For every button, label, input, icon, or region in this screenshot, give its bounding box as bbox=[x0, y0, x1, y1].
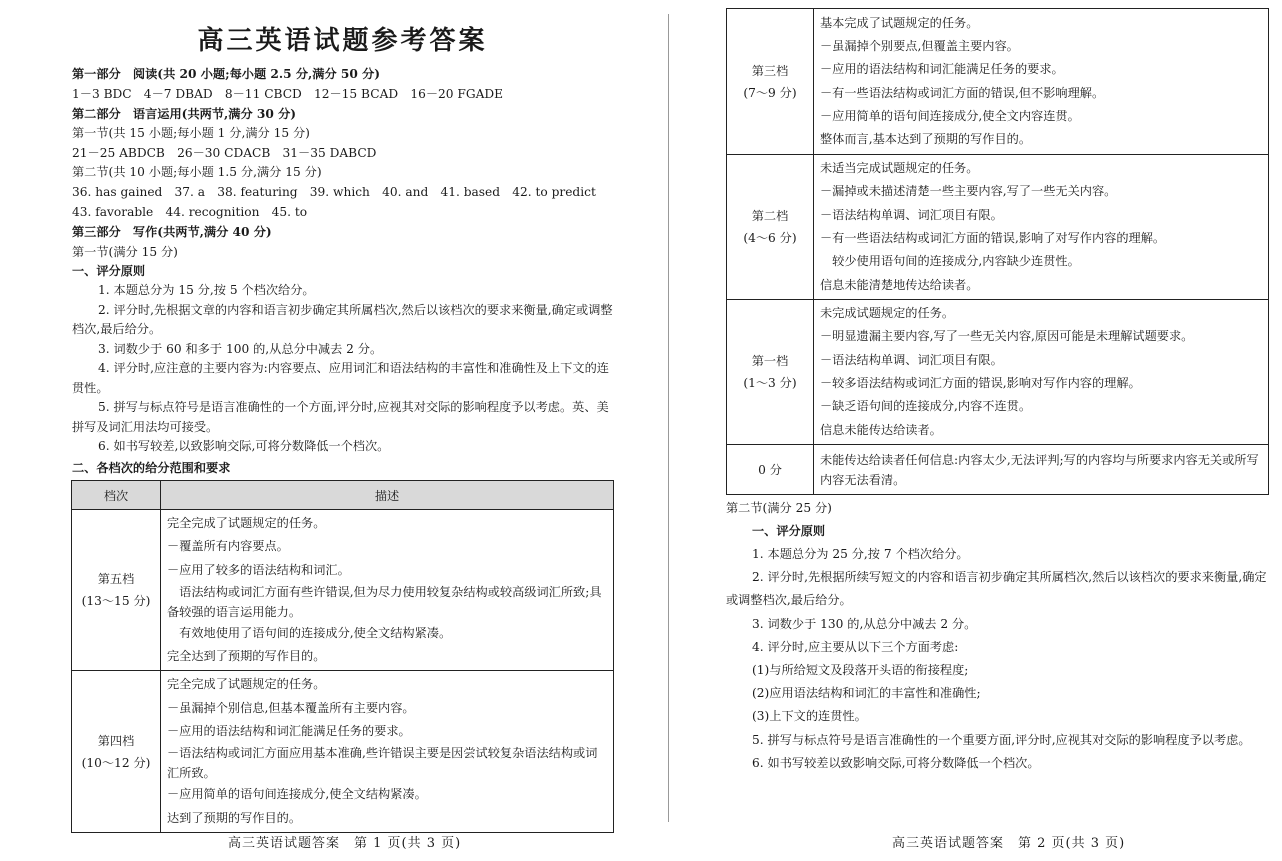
answer-line: 第一节(满分 15 分) bbox=[72, 245, 178, 259]
principle-item: 1. 本题总分为 25 分,按 7 个档次给分。 bbox=[752, 547, 969, 561]
principles-list bbox=[726, 543, 1271, 775]
principle-item: 6. 如书写较差以致影响交际,可将分数降低一个档次。 bbox=[752, 755, 1040, 770]
grade-description: 完全完成了试题规定的任务。 －虽漏掉个别信息,但基本覆盖所有主要内容。 －应用的语法结构和词汇能满足任务的要求。 －语法结构或词汇方面应用基本准确,些许错误主要是因尝试较复杂语法结构或词汇所致。 －应用简单的语句间连接成分,使全文结构紧凑。 达到了预期的写作目的。 bbox=[161, 671, 614, 832]
principle-item: 5. 拼写与标点符号是语言准确性的一个重要方面,评分时,应视其对交际的影响程度予以考虑。 bbox=[752, 732, 1251, 747]
principle-item: (1)与所给短文及段落开头语的衔接程度; bbox=[752, 663, 969, 678]
principle-item: 3. 词数少于 60 和多于 100 的,从总分中减去 2 分。 bbox=[98, 341, 383, 356]
principle-item: 5. 拼写与标点符号是语言准确性的一个方面,评分时,应视其对交际的影响程度予以考虑。英、美拼写及词汇用法均可接受。 bbox=[72, 400, 609, 434]
answer-line: 21－25 ABDCB 26－30 CDACB 31－35 DABCD bbox=[72, 146, 377, 160]
answer-line: 第一部分 阅读(共 20 小题;每小题 2.5 分,满分 50 分) bbox=[72, 67, 381, 81]
section-title: 二、各档次的给分范围和要求 bbox=[72, 461, 231, 475]
table-row bbox=[727, 155, 1269, 300]
principle-item: 1. 本题总分为 15 分,按 5 个档次给分。 bbox=[98, 283, 315, 297]
grade-table bbox=[71, 480, 614, 833]
answer-line: 第二部分 语言运用(共两节,满分 30 分) bbox=[72, 107, 297, 121]
principle-item: 2. 评分时,先根据文章的内容和语言初步确定其所属档次,然后以该档次的要求来衡量,确定或调整档次,最后给分。 bbox=[72, 302, 613, 336]
grade-description: 未能传达给读者任何信息:内容太少,无法评判;写的内容均与所要求内容无关或所写内容无法看清。 bbox=[814, 445, 1269, 495]
page-2 bbox=[642, 0, 1282, 861]
answer-line: 第一节(共 15 小题;每小题 1 分,满分 15 分) bbox=[72, 126, 310, 140]
table-header: 描述 bbox=[161, 481, 614, 510]
page-title: 高三英语试题参考答案 bbox=[197, 26, 488, 56]
grade-description: 完全完成了试题规定的任务。 －覆盖所有内容要点。 －应用了较多的语法结构和词汇。 语法结构或词汇方面有些许错误,但为尽力使用较复杂结构或较高级词汇所致;具备较强的语言运用能力。 有效地使用了语句间的连接成分,使全文结构紧凑。 完全达到了预期的写作目的。 bbox=[161, 510, 614, 671]
grade-level: 第三档 (7～9 分) bbox=[727, 9, 814, 155]
principles-list bbox=[72, 281, 615, 457]
principle-item: 4. 评分时,应主要从以下三个方面考虑: bbox=[752, 639, 959, 654]
principle-item: 4. 评分时,应注意的主要内容为:内容要点、应用词汇和语法结构的丰富性和准确性及上下文的连贯性。 bbox=[72, 361, 609, 395]
answer-line: 1－3 BDC 4－7 DBAD 8－11 CBCD 12－15 BCAD 16－20 FGADE bbox=[72, 87, 504, 101]
table-row bbox=[727, 445, 1269, 495]
grade-table-continued bbox=[726, 8, 1269, 495]
grade-level: 第五档 (13～15 分) bbox=[72, 510, 161, 671]
grade-description: 基本完成了试题规定的任务。 －虽漏掉个别要点,但覆盖主要内容。 －应用的语法结构和词汇能满足任务的要求。 －有一些语法结构或词汇方面的错误,但不影响理解。 －应用简单的语句间连接成分,使全文内容连贯。 整体而言,基本达到了预期的写作目的。 bbox=[814, 9, 1269, 155]
table-row bbox=[72, 510, 614, 671]
table-header: 档次 bbox=[72, 481, 161, 510]
page-1 bbox=[0, 0, 640, 861]
answer-line: 43. favorable 44. recognition 45. to bbox=[72, 205, 308, 219]
answer-line: 第三部分 写作(共两节,满分 40 分) bbox=[72, 225, 272, 239]
grade-level: 0 分 bbox=[727, 445, 814, 495]
principle-item: 6. 如书写较差,以致影响交际,可将分数降低一个档次。 bbox=[98, 439, 390, 453]
section-title: 第二节(满分 25 分) bbox=[726, 501, 832, 515]
answer-line: 一、评分原则 bbox=[72, 264, 146, 278]
table-row bbox=[727, 300, 1269, 445]
principle-item: 2. 评分时,先根据所续写短文的内容和语言初步确定其所属档次,然后以该档次的要求来衡量,确定或调整档次,最后给分。 bbox=[726, 570, 1267, 608]
table-row bbox=[727, 9, 1269, 155]
grade-level: 第一档 (1～3 分) bbox=[727, 300, 814, 445]
principles-title: 一、评分原则 bbox=[752, 524, 826, 538]
principle-item: (2)应用语法结构和词汇的丰富性和准确性; bbox=[752, 686, 981, 701]
grade-level: 第四档 (10～12 分) bbox=[72, 671, 161, 832]
answer-line: 36. has gained 37. a 38. featuring 39. which 40. and 41. based 42. to predict bbox=[72, 185, 596, 199]
principle-item: (3)上下文的连贯性。 bbox=[752, 709, 867, 724]
grade-description: 未适当完成试题规定的任务。 －漏掉或未描述清楚一些主要内容,写了一些无关内容。 －语法结构单调、词汇项目有限。 －有一些语法结构或词汇方面的错误,影响了对写作内容的理解。 较少使用语句间的连接成分,内容缺少连贯性。 信息未能清楚地传达给读者。 bbox=[814, 155, 1269, 300]
answer-line: 第二节(共 10 小题;每小题 1.5 分,满分 15 分) bbox=[72, 165, 322, 179]
page-footer: 高三英语试题答案 第 1 页(共 3 页) bbox=[228, 836, 462, 851]
page-footer: 高三英语试题答案 第 2 页(共 3 页) bbox=[892, 836, 1126, 851]
grade-level: 第二档 (4～6 分) bbox=[727, 155, 814, 300]
principle-item: 3. 词数少于 130 的,从总分中减去 2 分。 bbox=[752, 616, 977, 631]
table-row bbox=[72, 671, 614, 832]
grade-description: 未完成试题规定的任务。 －明显遗漏主要内容,写了一些无关内容,原因可能是未理解试题要求。 －语法结构单调、词汇项目有限。 －较多语法结构或词汇方面的错误,影响对写作内容的理解。 －缺乏语句间的连接成分,内容不连贯。 信息未能传达给读者。 bbox=[814, 300, 1269, 445]
